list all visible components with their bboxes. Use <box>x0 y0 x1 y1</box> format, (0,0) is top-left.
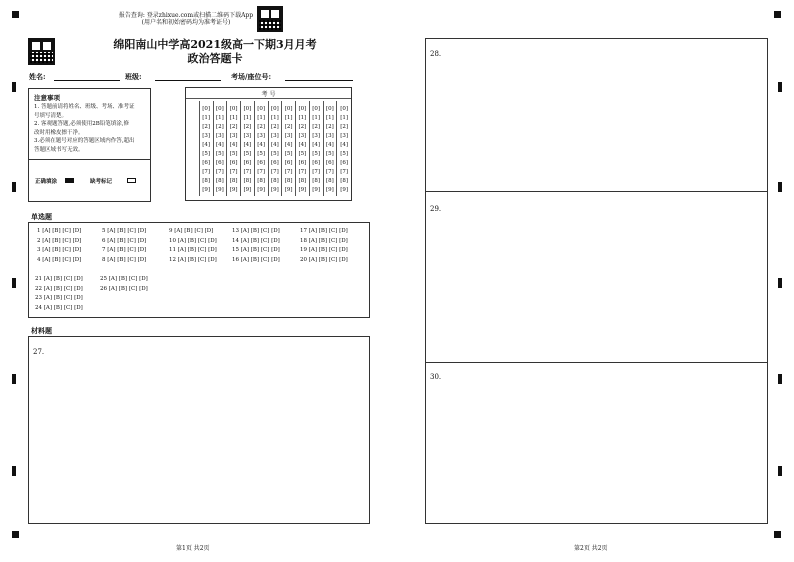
choice-item[interactable]: 23 [A] [B] [C] [D] <box>35 295 83 302</box>
digit-bubble[interactable]: [1] <box>325 115 334 121</box>
corner-mark-tl <box>12 11 19 18</box>
timing-mark <box>12 466 16 476</box>
digit-bubble[interactable]: [8] <box>257 178 266 184</box>
digit-bubble[interactable]: [3] <box>284 133 293 139</box>
digit-bubble[interactable]: [6] <box>325 160 334 166</box>
choice-item[interactable]: 20 [A] [B] [C] [D] <box>300 256 348 263</box>
digit-bubble[interactable]: [8] <box>325 178 334 184</box>
choice-item[interactable]: 13 [A] [B] [C] [D] <box>232 228 280 234</box>
login-hint-sub: (用户名和初始密码均为准考证号) <box>141 19 231 26</box>
digit-bubble[interactable]: [2] <box>243 124 252 130</box>
digit-bubble[interactable]: [2] <box>325 124 334 130</box>
digit-bubble[interactable]: [0] <box>312 106 321 112</box>
digit-bubble[interactable]: [6] <box>270 160 279 166</box>
choice-item[interactable]: 17 [A] [B] [C] [D] <box>300 228 348 234</box>
choice-item[interactable]: 19 [A] [B] [C] [D] <box>300 247 348 254</box>
choice-item[interactable]: 9 [A] [B] [C] [D] <box>169 228 214 234</box>
timing-mark <box>778 278 782 288</box>
digit-bubble[interactable]: [7] <box>202 169 211 175</box>
digit-bubble[interactable]: [1] <box>298 115 307 121</box>
notice-line: 答题区域书写无效。 <box>34 146 84 153</box>
timing-mark <box>12 374 16 384</box>
question-number-30: 30. <box>430 373 442 381</box>
exam-number-column[interactable] <box>296 101 310 196</box>
exam-number-column[interactable] <box>269 101 283 196</box>
digit-bubble[interactable]: [3] <box>243 133 252 139</box>
digit-bubble[interactable]: [3] <box>215 133 224 139</box>
digit-bubble[interactable]: [3] <box>298 133 307 139</box>
digit-bubble[interactable]: [9] <box>284 187 293 193</box>
digit-bubble[interactable]: [7] <box>298 169 307 175</box>
digit-bubble[interactable]: [3] <box>202 133 211 139</box>
digit-bubble[interactable]: [8] <box>202 178 211 184</box>
notice-line: 号填写清楚。 <box>34 112 68 119</box>
digit-bubble[interactable]: [6] <box>229 160 238 166</box>
choice-item[interactable]: 26 [A] [B] [C] [D] <box>100 285 148 292</box>
digit-bubble[interactable]: [2] <box>202 124 211 130</box>
digit-bubble[interactable]: [0] <box>340 106 349 112</box>
timing-mark <box>12 278 16 288</box>
choice-item[interactable]: 14 [A] [B] [C] [D] <box>232 237 280 244</box>
digit-bubble[interactable]: [7] <box>257 169 266 175</box>
digit-bubble[interactable]: [5] <box>229 151 238 157</box>
corner-mark-br <box>774 531 781 538</box>
digit-bubble[interactable]: [2] <box>257 124 266 130</box>
choice-item[interactable]: 4 [A] [B] [C] [D] <box>37 256 82 263</box>
digit-bubble[interactable]: [1] <box>312 115 321 121</box>
timing-mark <box>12 82 16 92</box>
digit-bubble[interactable]: [6] <box>312 160 321 166</box>
material-label: 材料题 <box>31 326 52 335</box>
timing-mark <box>778 374 782 384</box>
digit-bubble[interactable]: [7] <box>243 169 252 175</box>
digit-bubble[interactable]: [4] <box>340 142 349 148</box>
digit-bubble[interactable]: [6] <box>340 160 349 166</box>
digit-bubble[interactable]: [1] <box>243 115 252 121</box>
notice-box <box>28 88 151 202</box>
digit-bubble[interactable]: [2] <box>312 124 321 130</box>
digit-bubble[interactable]: [2] <box>229 124 238 130</box>
choice-item[interactable]: 18 [A] [B] [C] [D] <box>300 237 348 244</box>
digit-bubble[interactable]: [3] <box>229 133 238 139</box>
digit-bubble[interactable]: [8] <box>284 178 293 184</box>
digit-bubble[interactable]: [9] <box>243 187 252 193</box>
digit-bubble[interactable]: [9] <box>325 187 334 193</box>
digit-bubble[interactable]: [7] <box>229 169 238 175</box>
exam-number-column[interactable] <box>186 101 200 196</box>
digit-bubble[interactable]: [5] <box>257 151 266 157</box>
digit-bubble[interactable]: [5] <box>215 151 224 157</box>
login-hint: 报告查询: 登录zhixue.com或扫描二维码下载App <box>118 12 254 19</box>
digit-bubble[interactable]: [4] <box>257 142 266 148</box>
exam-number-header: 考 号 <box>186 89 351 99</box>
digit-bubble[interactable]: [9] <box>229 187 238 193</box>
page-title: 绵阳南山中学高2021级高一下期3月月考 <box>113 38 317 51</box>
digit-bubble[interactable]: [0] <box>298 106 307 112</box>
digit-bubble[interactable]: [6] <box>202 160 211 166</box>
digit-bubble[interactable]: [6] <box>257 160 266 166</box>
page-footer-2: 第2页 共2页 <box>574 545 608 552</box>
digit-bubble[interactable]: [4] <box>284 142 293 148</box>
digit-bubble[interactable]: [1] <box>340 115 349 121</box>
digit-bubble[interactable]: [1] <box>229 115 238 121</box>
single-choice-box <box>28 222 370 318</box>
exam-number-column[interactable] <box>214 101 228 196</box>
name-label: 姓名: <box>29 72 46 81</box>
digit-bubble[interactable]: [5] <box>298 151 307 157</box>
digit-bubble[interactable]: [6] <box>243 160 252 166</box>
digit-bubble[interactable]: [0] <box>284 106 293 112</box>
choice-item[interactable]: 16 [A] [B] [C] [D] <box>232 256 280 263</box>
digit-bubble[interactable]: [1] <box>284 115 293 121</box>
choice-item[interactable]: 1 [A] [B] [C] [D] <box>37 228 82 234</box>
divider <box>426 191 767 192</box>
choice-item[interactable]: 7 [A] [B] [C] [D] <box>102 247 147 254</box>
digit-bubble[interactable]: [5] <box>270 151 279 157</box>
digit-bubble[interactable]: [2] <box>215 124 224 130</box>
digit-bubble[interactable]: [0] <box>270 106 279 112</box>
digit-bubble[interactable]: [8] <box>298 178 307 184</box>
digit-bubble[interactable]: [9] <box>257 187 266 193</box>
digit-bubble[interactable]: [3] <box>270 133 279 139</box>
exam-number-column[interactable] <box>324 101 338 196</box>
corner-mark-tr <box>774 11 781 18</box>
digit-bubble[interactable]: [4] <box>202 142 211 148</box>
digit-bubble[interactable]: [1] <box>257 115 266 121</box>
digit-bubble[interactable]: [6] <box>215 160 224 166</box>
correct-fill-sample-icon <box>65 178 74 183</box>
digit-bubble[interactable]: [8] <box>340 178 349 184</box>
notice-line: 1. 答题前请将姓名、班级、考场、准考证 <box>34 104 135 110</box>
digit-bubble[interactable]: [7] <box>325 169 334 175</box>
digit-bubble[interactable]: [7] <box>215 169 224 175</box>
notice-line: 2. 客观题答题,必须使用2B铅笔填涂,修 <box>34 121 130 127</box>
class-label: 班级: <box>125 72 142 81</box>
qr-code-icon <box>257 6 283 32</box>
digit-bubble[interactable]: [5] <box>284 151 293 157</box>
digit-bubble[interactable]: [9] <box>202 187 211 193</box>
choice-item[interactable]: 6 [A] [B] [C] [D] <box>102 237 147 244</box>
digit-bubble[interactable]: [8] <box>229 178 238 184</box>
seat-field[interactable] <box>285 80 353 81</box>
digit-bubble[interactable]: [5] <box>325 151 334 157</box>
question-number-27: 27. <box>33 348 45 356</box>
corner-mark-bl <box>12 531 19 538</box>
digit-bubble[interactable]: [0] <box>202 106 211 112</box>
exam-number-column[interactable] <box>227 101 241 196</box>
digit-bubble[interactable]: [4] <box>229 142 238 148</box>
exam-number-column[interactable] <box>200 101 214 196</box>
digit-bubble[interactable]: [2] <box>284 124 293 130</box>
timing-mark <box>778 466 782 476</box>
digit-bubble[interactable]: [1] <box>270 115 279 121</box>
exam-number-column[interactable] <box>310 101 324 196</box>
digit-bubble[interactable]: [4] <box>215 142 224 148</box>
choice-item[interactable]: 10 [A] [B] [C] [D] <box>169 237 217 244</box>
digit-bubble[interactable]: [6] <box>284 160 293 166</box>
digit-bubble[interactable]: [4] <box>270 142 279 148</box>
exam-number-grid <box>185 87 352 201</box>
question-number-28: 28. <box>430 50 442 58</box>
question-number-29: 29. <box>430 205 442 213</box>
page-subtitle: 政治答题卡 <box>187 52 243 65</box>
choice-item[interactable]: 12 [A] [B] [C] [D] <box>169 256 217 263</box>
correct-fill-label: 正确填涂 <box>35 179 58 185</box>
answer-page-2 <box>425 38 768 524</box>
digit-bubble[interactable]: [7] <box>312 169 321 175</box>
digit-bubble[interactable]: [1] <box>202 115 211 121</box>
digit-bubble[interactable]: [9] <box>215 187 224 193</box>
digit-bubble[interactable]: [8] <box>243 178 252 184</box>
digit-bubble[interactable]: [0] <box>215 106 224 112</box>
digit-bubble[interactable]: [5] <box>312 151 321 157</box>
choice-item[interactable]: 11 [A] [B] [C] [D] <box>169 247 217 254</box>
choice-item[interactable]: 8 [A] [B] [C] [D] <box>102 256 147 263</box>
digit-bubble[interactable]: [0] <box>257 106 266 112</box>
digit-bubble[interactable]: [2] <box>340 124 349 130</box>
digit-bubble[interactable]: [7] <box>284 169 293 175</box>
digit-bubble[interactable]: [9] <box>312 187 321 193</box>
notice-line: 改时用橡皮擦干净。 <box>34 129 84 136</box>
divider <box>426 362 767 363</box>
seat-label: 考场/座位号: <box>231 72 272 81</box>
choice-item[interactable]: 2 [A] [B] [C] [D] <box>37 237 82 244</box>
digit-bubble[interactable]: [7] <box>340 169 349 175</box>
digit-bubble[interactable]: [3] <box>325 133 334 139</box>
exam-number-column[interactable] <box>241 101 255 196</box>
digit-bubble[interactable]: [3] <box>257 133 266 139</box>
digit-bubble[interactable]: [0] <box>243 106 252 112</box>
digit-bubble[interactable]: [5] <box>202 151 211 157</box>
name-field[interactable] <box>54 80 120 81</box>
absent-mark-box[interactable] <box>127 178 136 183</box>
notice-heading: 注意事项 <box>34 94 60 102</box>
choice-item[interactable]: 24 [A] [B] [C] [D] <box>35 304 83 311</box>
choice-item[interactable]: 25 [A] [B] [C] [D] <box>100 276 148 282</box>
digit-bubble[interactable]: [8] <box>312 178 321 184</box>
digit-bubble[interactable]: [3] <box>312 133 321 139</box>
digit-bubble[interactable]: [9] <box>340 187 349 193</box>
digit-bubble[interactable]: [2] <box>270 124 279 130</box>
digit-bubble[interactable]: [5] <box>243 151 252 157</box>
digit-bubble[interactable]: [4] <box>243 142 252 148</box>
exam-number-column[interactable] <box>337 101 351 196</box>
digit-bubble[interactable]: [7] <box>270 169 279 175</box>
absent-mark-label: 缺考标记 <box>90 179 113 185</box>
digit-bubble[interactable]: [3] <box>340 133 349 139</box>
digit-bubble[interactable]: [4] <box>312 142 321 148</box>
class-field[interactable] <box>155 80 221 81</box>
exam-number-column[interactable] <box>282 101 296 196</box>
digit-bubble[interactable]: [5] <box>340 151 349 157</box>
digit-bubble[interactable]: [9] <box>270 187 279 193</box>
timing-mark <box>778 82 782 92</box>
digit-bubble[interactable]: [9] <box>298 187 307 193</box>
digit-bubble[interactable]: [2] <box>298 124 307 130</box>
choice-item[interactable]: 21 [A] [B] [C] [D] <box>35 276 83 282</box>
exam-number-column[interactable] <box>255 101 269 196</box>
choice-item[interactable]: 3 [A] [B] [C] [D] <box>37 247 82 254</box>
page-footer-1: 第1页 共2页 <box>176 545 210 552</box>
single-choice-label: 单选题 <box>31 212 52 221</box>
digit-bubble[interactable]: [0] <box>325 106 334 112</box>
choice-item[interactable]: 5 [A] [B] [C] [D] <box>102 228 147 234</box>
digit-bubble[interactable]: [8] <box>270 178 279 184</box>
answer-area-27[interactable] <box>28 336 370 524</box>
qr-code-icon <box>28 38 55 65</box>
digit-bubble[interactable]: [4] <box>298 142 307 148</box>
notice-line: 3.必须在题号对应的答题区域内作答,超出 <box>34 138 135 144</box>
choice-item[interactable]: 15 [A] [B] [C] [D] <box>232 247 280 254</box>
timing-mark <box>12 182 16 192</box>
digit-bubble[interactable]: [0] <box>229 106 238 112</box>
digit-bubble[interactable]: [8] <box>215 178 224 184</box>
choice-item[interactable]: 22 [A] [B] [C] [D] <box>35 285 83 292</box>
timing-mark <box>778 182 782 192</box>
digit-bubble[interactable]: [6] <box>298 160 307 166</box>
digit-bubble[interactable]: [1] <box>215 115 224 121</box>
digit-bubble[interactable]: [4] <box>325 142 334 148</box>
